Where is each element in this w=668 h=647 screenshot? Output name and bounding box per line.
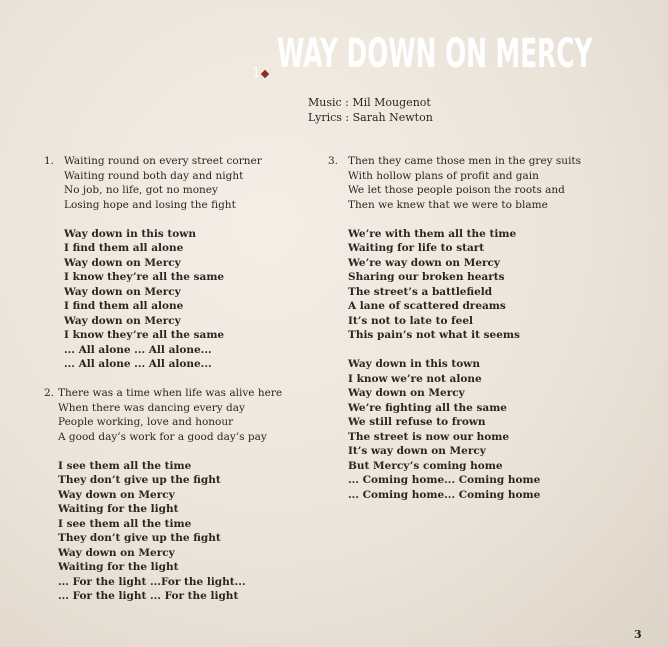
lyric-text: Then they came those men in the grey suits <box>348 155 582 167</box>
lyric-text: Way down on Mercy <box>58 488 175 501</box>
lyric-line <box>328 299 581 314</box>
lyric-line <box>44 401 282 416</box>
lyric-text: Waiting for the light <box>58 561 179 573</box>
lyric-line <box>44 517 282 532</box>
lyric-text: Waiting round on every street corner <box>64 155 262 167</box>
lyric-line <box>44 386 282 401</box>
lyric-text: Way down on Mercy <box>64 256 181 269</box>
lyric-line <box>44 241 282 256</box>
lyric-text: Waiting for the light <box>58 503 179 515</box>
lyric-line <box>44 589 282 604</box>
lyrics-column-right <box>328 154 581 502</box>
lyric-line <box>44 560 282 575</box>
diamond-icon <box>261 70 269 78</box>
lyric-text: We’re with them all the time <box>348 227 517 240</box>
lyric-line <box>328 256 581 271</box>
lyric-text: They don’t give up the fight <box>58 474 221 486</box>
lyric-text: They don’t give up the fight <box>58 532 221 544</box>
stanza-gap <box>44 212 282 227</box>
lyric-text: I find them all alone <box>64 242 184 254</box>
lyric-line <box>44 198 282 213</box>
track-number: 1 <box>252 66 261 81</box>
lyric-text: No job, no life, got no money <box>64 184 218 196</box>
lyric-line <box>44 546 282 561</box>
lyric-text: Way down in this town <box>348 358 480 370</box>
lyric-text: Way down on Mercy <box>58 546 175 559</box>
lyric-line <box>44 270 282 285</box>
lyric-line <box>328 314 581 329</box>
lyric-line <box>328 473 581 488</box>
lyric-line <box>44 227 282 242</box>
lyric-line <box>44 343 282 358</box>
lyric-text: ... For the light ... For the light <box>58 590 239 602</box>
lyric-text: The street’s a battlefield <box>348 285 493 298</box>
lyric-text: This pain’s not what it seems <box>348 329 520 341</box>
lyric-line <box>328 270 581 285</box>
lyric-text: I know we’re not alone <box>348 372 482 385</box>
lyric-line <box>44 575 282 590</box>
lyric-line <box>44 169 282 184</box>
lyric-line <box>44 299 282 314</box>
lyric-line <box>44 183 282 198</box>
lyric-text: I see them all the time <box>58 517 192 530</box>
lyric-text: I see them all the time <box>58 459 192 472</box>
lyric-line <box>328 285 581 300</box>
lyric-line <box>328 169 581 184</box>
music-credit: Music : Mil Mougenot <box>308 96 431 109</box>
lyric-text: With hollow plans of profit and gain <box>348 169 539 182</box>
verse-number: 2. <box>44 387 55 399</box>
lyric-line <box>328 183 581 198</box>
lyrics-credit: Lyrics : Sarah Newton <box>308 111 433 124</box>
lyric-text: Way down on Mercy <box>64 314 181 327</box>
lyric-text: When there was dancing every day <box>58 401 245 414</box>
lyrics-column-left <box>44 154 282 604</box>
lyric-line <box>44 531 282 546</box>
lyric-line <box>44 473 282 488</box>
lyric-line <box>44 357 282 372</box>
lyric-line <box>44 256 282 271</box>
stanza-gap <box>328 212 581 227</box>
lyric-line <box>328 328 581 343</box>
verse-number: 3. <box>328 155 339 167</box>
lyric-text: Waiting for life to start <box>348 242 485 254</box>
song-header <box>0 0 668 130</box>
lyric-line <box>328 357 581 372</box>
lyric-text: Then we knew that we were to blame <box>348 198 548 211</box>
lyric-text: I know they’re all the same <box>64 329 225 341</box>
lyric-line <box>328 241 581 256</box>
lyric-line <box>328 444 581 459</box>
lyric-text: Way down on Mercy <box>64 285 181 298</box>
lyric-text: People working, love and honour <box>58 416 234 428</box>
lyric-line <box>328 198 581 213</box>
song-title: WAY DOWN ON MERCY <box>277 31 593 77</box>
lyric-text: We let those people poison the roots and <box>348 184 565 196</box>
lyric-line <box>328 401 581 416</box>
lyric-text: A good day’s work for a good day’s pay <box>58 430 267 443</box>
lyric-text: The street is now our home <box>348 430 510 443</box>
lyric-line <box>328 386 581 401</box>
lyric-line <box>44 459 282 474</box>
lyric-text: ... All alone ... All alone... <box>64 358 212 370</box>
stanza-gap <box>328 343 581 358</box>
lyric-text: We still refuse to frown <box>348 416 486 428</box>
lyric-text: There was a time when life was alive here <box>58 387 283 399</box>
lyric-text: I find them all alone <box>64 300 184 312</box>
lyric-line <box>328 488 581 503</box>
lyric-text: A lane of scattered dreams <box>348 300 506 312</box>
credits <box>308 95 433 125</box>
lyric-line <box>328 430 581 445</box>
lyric-line <box>44 502 282 517</box>
lyric-text: It’s not to late to feel <box>348 314 473 327</box>
lyric-text: It’s way down on Mercy <box>348 445 486 457</box>
lyric-text: We’re way down on Mercy <box>348 256 501 269</box>
lyric-text: ... Coming home... Coming home <box>348 474 541 486</box>
lyric-line <box>44 285 282 300</box>
lyric-text: Sharing our broken hearts <box>348 271 505 283</box>
lyric-text: I know they’re all the same <box>64 271 225 283</box>
lyric-text: Way down in this town <box>64 227 196 240</box>
lyric-text: ... Coming home... Coming home <box>348 488 541 501</box>
lyric-line <box>44 430 282 445</box>
lyric-text: Way down on Mercy <box>348 387 465 399</box>
lyric-line <box>44 154 282 169</box>
lyric-text: ... All alone ... All alone... <box>64 343 212 356</box>
lyric-text: Losing hope and losing the fight <box>64 198 236 211</box>
verse-number: 1. <box>44 155 55 167</box>
lyric-text: ... For the light ...For the light... <box>58 575 246 588</box>
lyric-line <box>328 154 581 169</box>
lyric-line <box>44 328 282 343</box>
stanza-gap <box>44 372 282 387</box>
lyric-line <box>44 488 282 503</box>
lyric-line <box>328 372 581 387</box>
lyric-text: Waiting round both day and night <box>64 169 244 182</box>
lyric-line <box>328 227 581 242</box>
lyric-text: We’re fighting all the same <box>348 401 507 414</box>
lyric-line <box>328 459 581 474</box>
stanza-gap <box>44 444 282 459</box>
page-number: 3 <box>634 628 642 641</box>
lyric-line <box>44 415 282 430</box>
lyric-line <box>328 415 581 430</box>
lyric-line <box>44 314 282 329</box>
lyric-text: But Mercy’s coming home <box>348 459 503 472</box>
